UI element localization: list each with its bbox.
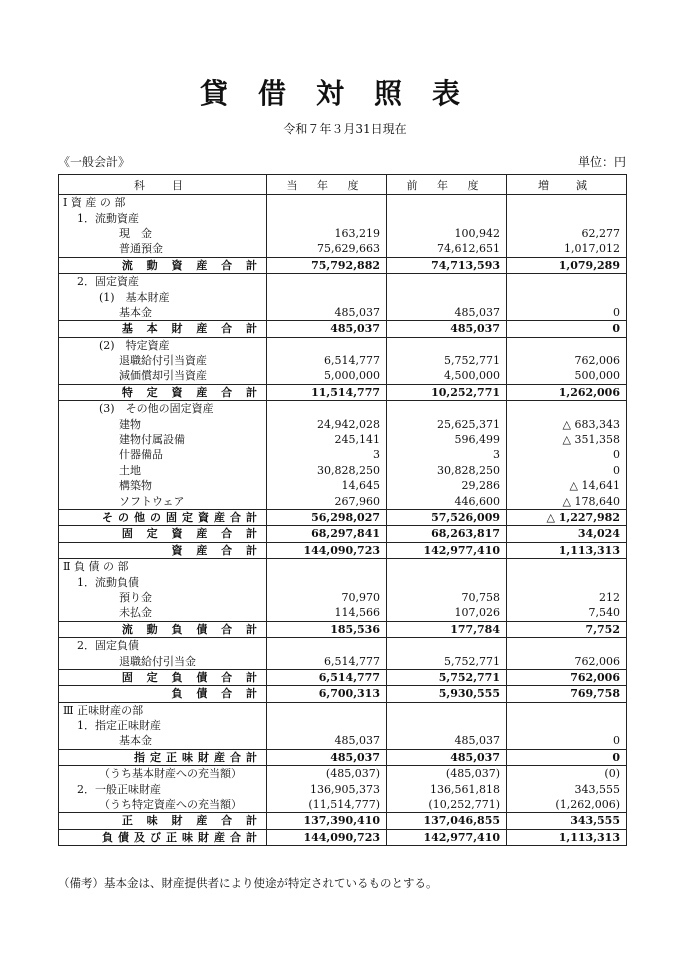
report-date: 令和７年３月31日現在 <box>283 122 407 136</box>
total-row <box>59 257 627 273</box>
table-row <box>59 478 627 493</box>
change-value: △ 351,358 <box>507 432 627 447</box>
total-row <box>59 384 627 400</box>
previous-year-value: 446,600 <box>387 493 507 509</box>
current-year-value <box>267 195 387 211</box>
current-year-value <box>267 574 387 589</box>
change-value: 1,262,006 <box>507 384 627 400</box>
change-value <box>507 574 627 589</box>
current-year-value: 114,566 <box>267 605 387 621</box>
header-row <box>59 175 627 195</box>
change-value <box>507 195 627 211</box>
row-label: (3) その他の固定資産 <box>59 401 267 417</box>
balance-sheet-table <box>58 174 627 846</box>
previous-year-value: 100,942 <box>387 226 507 241</box>
table-row <box>59 337 627 353</box>
change-value: 500,000 <box>507 368 627 384</box>
current-year-value: 6,700,313 <box>267 686 387 702</box>
change-value <box>507 718 627 733</box>
current-year-value: 144,090,723 <box>267 829 387 845</box>
row-label: その他の固定資産合計 <box>59 509 267 525</box>
row-label: 固 定 負 債 合 計 <box>59 669 267 685</box>
previous-year-value: 29,286 <box>387 478 507 493</box>
change-value: 762,006 <box>507 669 627 685</box>
total-row <box>59 813 627 829</box>
previous-year-value: 68,263,817 <box>387 526 507 542</box>
change-value: 1,113,313 <box>507 829 627 845</box>
row-label: 退職給付引当資産 <box>59 353 267 368</box>
change-value: 1,079,289 <box>507 257 627 273</box>
previous-year-value: 485,037 <box>387 749 507 765</box>
row-label: 預り金 <box>59 590 267 605</box>
current-year-value: 485,037 <box>267 733 387 749</box>
change-value: △ 178,640 <box>507 493 627 509</box>
table-row <box>59 241 627 257</box>
header-current-year: 当 年 度 <box>267 175 387 195</box>
change-value <box>507 210 627 225</box>
change-value: 762,006 <box>507 653 627 669</box>
current-year-value: 163,219 <box>267 226 387 241</box>
total-row <box>59 321 627 337</box>
change-value: △ 683,343 <box>507 416 627 431</box>
previous-year-value: 5,752,771 <box>387 669 507 685</box>
change-value: 0 <box>507 305 627 321</box>
change-value: 0 <box>507 733 627 749</box>
table-row <box>59 273 627 289</box>
row-label: 指定正味財産合計 <box>59 749 267 765</box>
total-row <box>59 542 627 558</box>
current-year-value: 5,000,000 <box>267 368 387 384</box>
previous-year-value <box>387 702 507 718</box>
row-label: 減価償却引当資産 <box>59 368 267 384</box>
change-value: 1,017,012 <box>507 241 627 257</box>
document-title: 貸借対照表 <box>199 77 490 110</box>
current-year-value: 245,141 <box>267 432 387 447</box>
row-label: Ⅰ 資 産 の 部 <box>59 195 267 211</box>
current-year-value: 137,390,410 <box>267 813 387 829</box>
fund-label: 《一般会計》 <box>58 155 131 169</box>
current-year-value: 24,942,028 <box>267 416 387 431</box>
previous-year-value: 485,037 <box>387 733 507 749</box>
row-label: 什器備品 <box>59 447 267 462</box>
change-value <box>507 289 627 304</box>
previous-year-value: 74,612,651 <box>387 241 507 257</box>
current-year-value: 6,514,777 <box>267 653 387 669</box>
row-label: 基本金 <box>59 733 267 749</box>
current-year-value: 6,514,777 <box>267 669 387 685</box>
change-value: 0 <box>507 447 627 462</box>
previous-year-value: 137,046,855 <box>387 813 507 829</box>
current-year-value: (485,037) <box>267 766 387 782</box>
current-year-value: 75,792,882 <box>267 257 387 273</box>
table-row <box>59 797 627 813</box>
row-label: 負 債 合 計 <box>59 686 267 702</box>
table-row <box>59 368 627 384</box>
change-value <box>507 702 627 718</box>
table-row <box>59 401 627 417</box>
change-value <box>507 273 627 289</box>
current-year-value <box>267 702 387 718</box>
previous-year-value: 25,625,371 <box>387 416 507 431</box>
change-value: 343,555 <box>507 813 627 829</box>
table-row <box>59 493 627 509</box>
current-year-value: 267,960 <box>267 493 387 509</box>
row-label: (2) 特定資産 <box>59 337 267 353</box>
change-value: 0 <box>507 749 627 765</box>
previous-year-value <box>387 558 507 574</box>
table-row <box>59 637 627 653</box>
row-label: 普通預金 <box>59 241 267 257</box>
row-label: 正 味 財 産 合 計 <box>59 813 267 829</box>
row-label: （うち基本財産への充当額） <box>59 766 267 782</box>
previous-year-value: 136,561,818 <box>387 781 507 796</box>
current-year-value <box>267 210 387 225</box>
change-value: 0 <box>507 321 627 337</box>
table-row <box>59 432 627 447</box>
current-year-value: 485,037 <box>267 321 387 337</box>
row-label: 2．一般正味財産 <box>59 781 267 796</box>
header-item: 科 目 <box>59 175 267 195</box>
previous-year-value: 5,752,771 <box>387 353 507 368</box>
section-row <box>59 558 627 574</box>
table-row <box>59 353 627 368</box>
current-year-value: 144,090,723 <box>267 542 387 558</box>
change-value: 762,006 <box>507 353 627 368</box>
total-row <box>59 669 627 685</box>
table-row <box>59 416 627 431</box>
current-year-value: 185,536 <box>267 621 387 637</box>
table-row <box>59 653 627 669</box>
current-year-value: 485,037 <box>267 305 387 321</box>
total-row <box>59 686 627 702</box>
previous-year-value: 142,977,410 <box>387 829 507 845</box>
change-value <box>507 637 627 653</box>
previous-year-value: 142,977,410 <box>387 542 507 558</box>
previous-year-value: 5,752,771 <box>387 653 507 669</box>
current-year-value: 70,970 <box>267 590 387 605</box>
previous-year-value: 107,026 <box>387 605 507 621</box>
change-value: 1,113,313 <box>507 542 627 558</box>
change-value: (1,262,006) <box>507 797 627 813</box>
current-year-value <box>267 337 387 353</box>
change-value: △ 14,641 <box>507 478 627 493</box>
previous-year-value: 485,037 <box>387 305 507 321</box>
row-label: 固 定 資 産 合 計 <box>59 526 267 542</box>
row-label: 基 本 財 産 合 計 <box>59 321 267 337</box>
table-row <box>59 781 627 796</box>
table-row <box>59 305 627 321</box>
row-label: 現 金 <box>59 226 267 241</box>
remarks-note: （備考）基本金は、財産提供者により使途が特定されているものとする。 <box>58 876 438 890</box>
previous-year-value: 3 <box>387 447 507 462</box>
current-year-value: 56,298,027 <box>267 509 387 525</box>
current-year-value: 3 <box>267 447 387 462</box>
previous-year-value: (10,252,771) <box>387 797 507 813</box>
previous-year-value <box>387 401 507 417</box>
previous-year-value: 10,252,771 <box>387 384 507 400</box>
table-row <box>59 733 627 749</box>
row-label: 流 動 負 債 合 計 <box>59 621 267 637</box>
row-label: 土地 <box>59 463 267 478</box>
row-label: 特 定 資 産 合 計 <box>59 384 267 400</box>
change-value: △ 1,227,982 <box>507 509 627 525</box>
previous-year-value <box>387 337 507 353</box>
previous-year-value: 70,758 <box>387 590 507 605</box>
total-row <box>59 526 627 542</box>
change-value <box>507 337 627 353</box>
current-year-value: 136,905,373 <box>267 781 387 796</box>
previous-year-value <box>387 195 507 211</box>
section-row <box>59 195 627 211</box>
row-label: Ⅱ 負 債 の 部 <box>59 558 267 574</box>
current-year-value <box>267 558 387 574</box>
previous-year-value: 177,784 <box>387 621 507 637</box>
row-label: (1) 基本財産 <box>59 289 267 304</box>
row-label: 1．指定正味財産 <box>59 718 267 733</box>
table-row <box>59 210 627 225</box>
table-row <box>59 463 627 478</box>
row-label: 資 産 合 計 <box>59 542 267 558</box>
previous-year-value: 57,526,009 <box>387 509 507 525</box>
total-row <box>59 749 627 765</box>
change-value: 212 <box>507 590 627 605</box>
unit-label: 単位：円 <box>577 155 626 169</box>
row-label: Ⅲ 正味財産の部 <box>59 702 267 718</box>
total-row <box>59 621 627 637</box>
previous-year-value: 5,930,555 <box>387 686 507 702</box>
table-row <box>59 766 627 782</box>
current-year-value <box>267 637 387 653</box>
previous-year-value <box>387 718 507 733</box>
section-row <box>59 702 627 718</box>
current-year-value <box>267 401 387 417</box>
row-label: （うち特定資産への充当額） <box>59 797 267 813</box>
current-year-value <box>267 273 387 289</box>
row-label: ソフトウェア <box>59 493 267 509</box>
change-value: 769,758 <box>507 686 627 702</box>
table-row <box>59 447 627 462</box>
row-label: 流 動 資 産 合 計 <box>59 257 267 273</box>
total-row <box>59 829 627 845</box>
table-row <box>59 605 627 621</box>
total-row <box>59 509 627 525</box>
change-value: (0) <box>507 766 627 782</box>
row-label: 建物 <box>59 416 267 431</box>
previous-year-value <box>387 210 507 225</box>
change-value <box>507 558 627 574</box>
table-row <box>59 574 627 589</box>
row-label: 基本金 <box>59 305 267 321</box>
previous-year-value <box>387 637 507 653</box>
current-year-value: 68,297,841 <box>267 526 387 542</box>
change-value: 7,540 <box>507 605 627 621</box>
current-year-value: 11,514,777 <box>267 384 387 400</box>
previous-year-value <box>387 574 507 589</box>
change-value: 62,277 <box>507 226 627 241</box>
row-label: 2．固定負債 <box>59 637 267 653</box>
previous-year-value: 74,713,593 <box>387 257 507 273</box>
change-value: 343,555 <box>507 781 627 796</box>
row-label: 2．固定資産 <box>59 273 267 289</box>
current-year-value <box>267 289 387 304</box>
row-label: 負債及び正味財産合計 <box>59 829 267 845</box>
row-label: 1．流動資産 <box>59 210 267 225</box>
current-year-value: 14,645 <box>267 478 387 493</box>
table-row <box>59 718 627 733</box>
row-label: 退職給付引当金 <box>59 653 267 669</box>
current-year-value: (11,514,777) <box>267 797 387 813</box>
current-year-value: 30,828,250 <box>267 463 387 478</box>
change-value: 0 <box>507 463 627 478</box>
table-body <box>59 195 627 846</box>
previous-year-value: 485,037 <box>387 321 507 337</box>
table-row <box>59 590 627 605</box>
previous-year-value <box>387 273 507 289</box>
previous-year-value: 596,499 <box>387 432 507 447</box>
current-year-value: 485,037 <box>267 749 387 765</box>
row-label: 未払金 <box>59 605 267 621</box>
previous-year-value <box>387 289 507 304</box>
current-year-value: 75,629,663 <box>267 241 387 257</box>
header-change: 増 減 <box>507 175 627 195</box>
row-label: 構築物 <box>59 478 267 493</box>
row-label: 1．流動負債 <box>59 574 267 589</box>
current-year-value <box>267 718 387 733</box>
previous-year-value: (485,037) <box>387 766 507 782</box>
change-value: 34,024 <box>507 526 627 542</box>
header-previous-year: 前 年 度 <box>387 175 507 195</box>
previous-year-value: 30,828,250 <box>387 463 507 478</box>
change-value: 7,752 <box>507 621 627 637</box>
table-row <box>59 226 627 241</box>
change-value <box>507 401 627 417</box>
table-row <box>59 289 627 304</box>
previous-year-value: 4,500,000 <box>387 368 507 384</box>
row-label: 建物付属設備 <box>59 432 267 447</box>
current-year-value: 6,514,777 <box>267 353 387 368</box>
